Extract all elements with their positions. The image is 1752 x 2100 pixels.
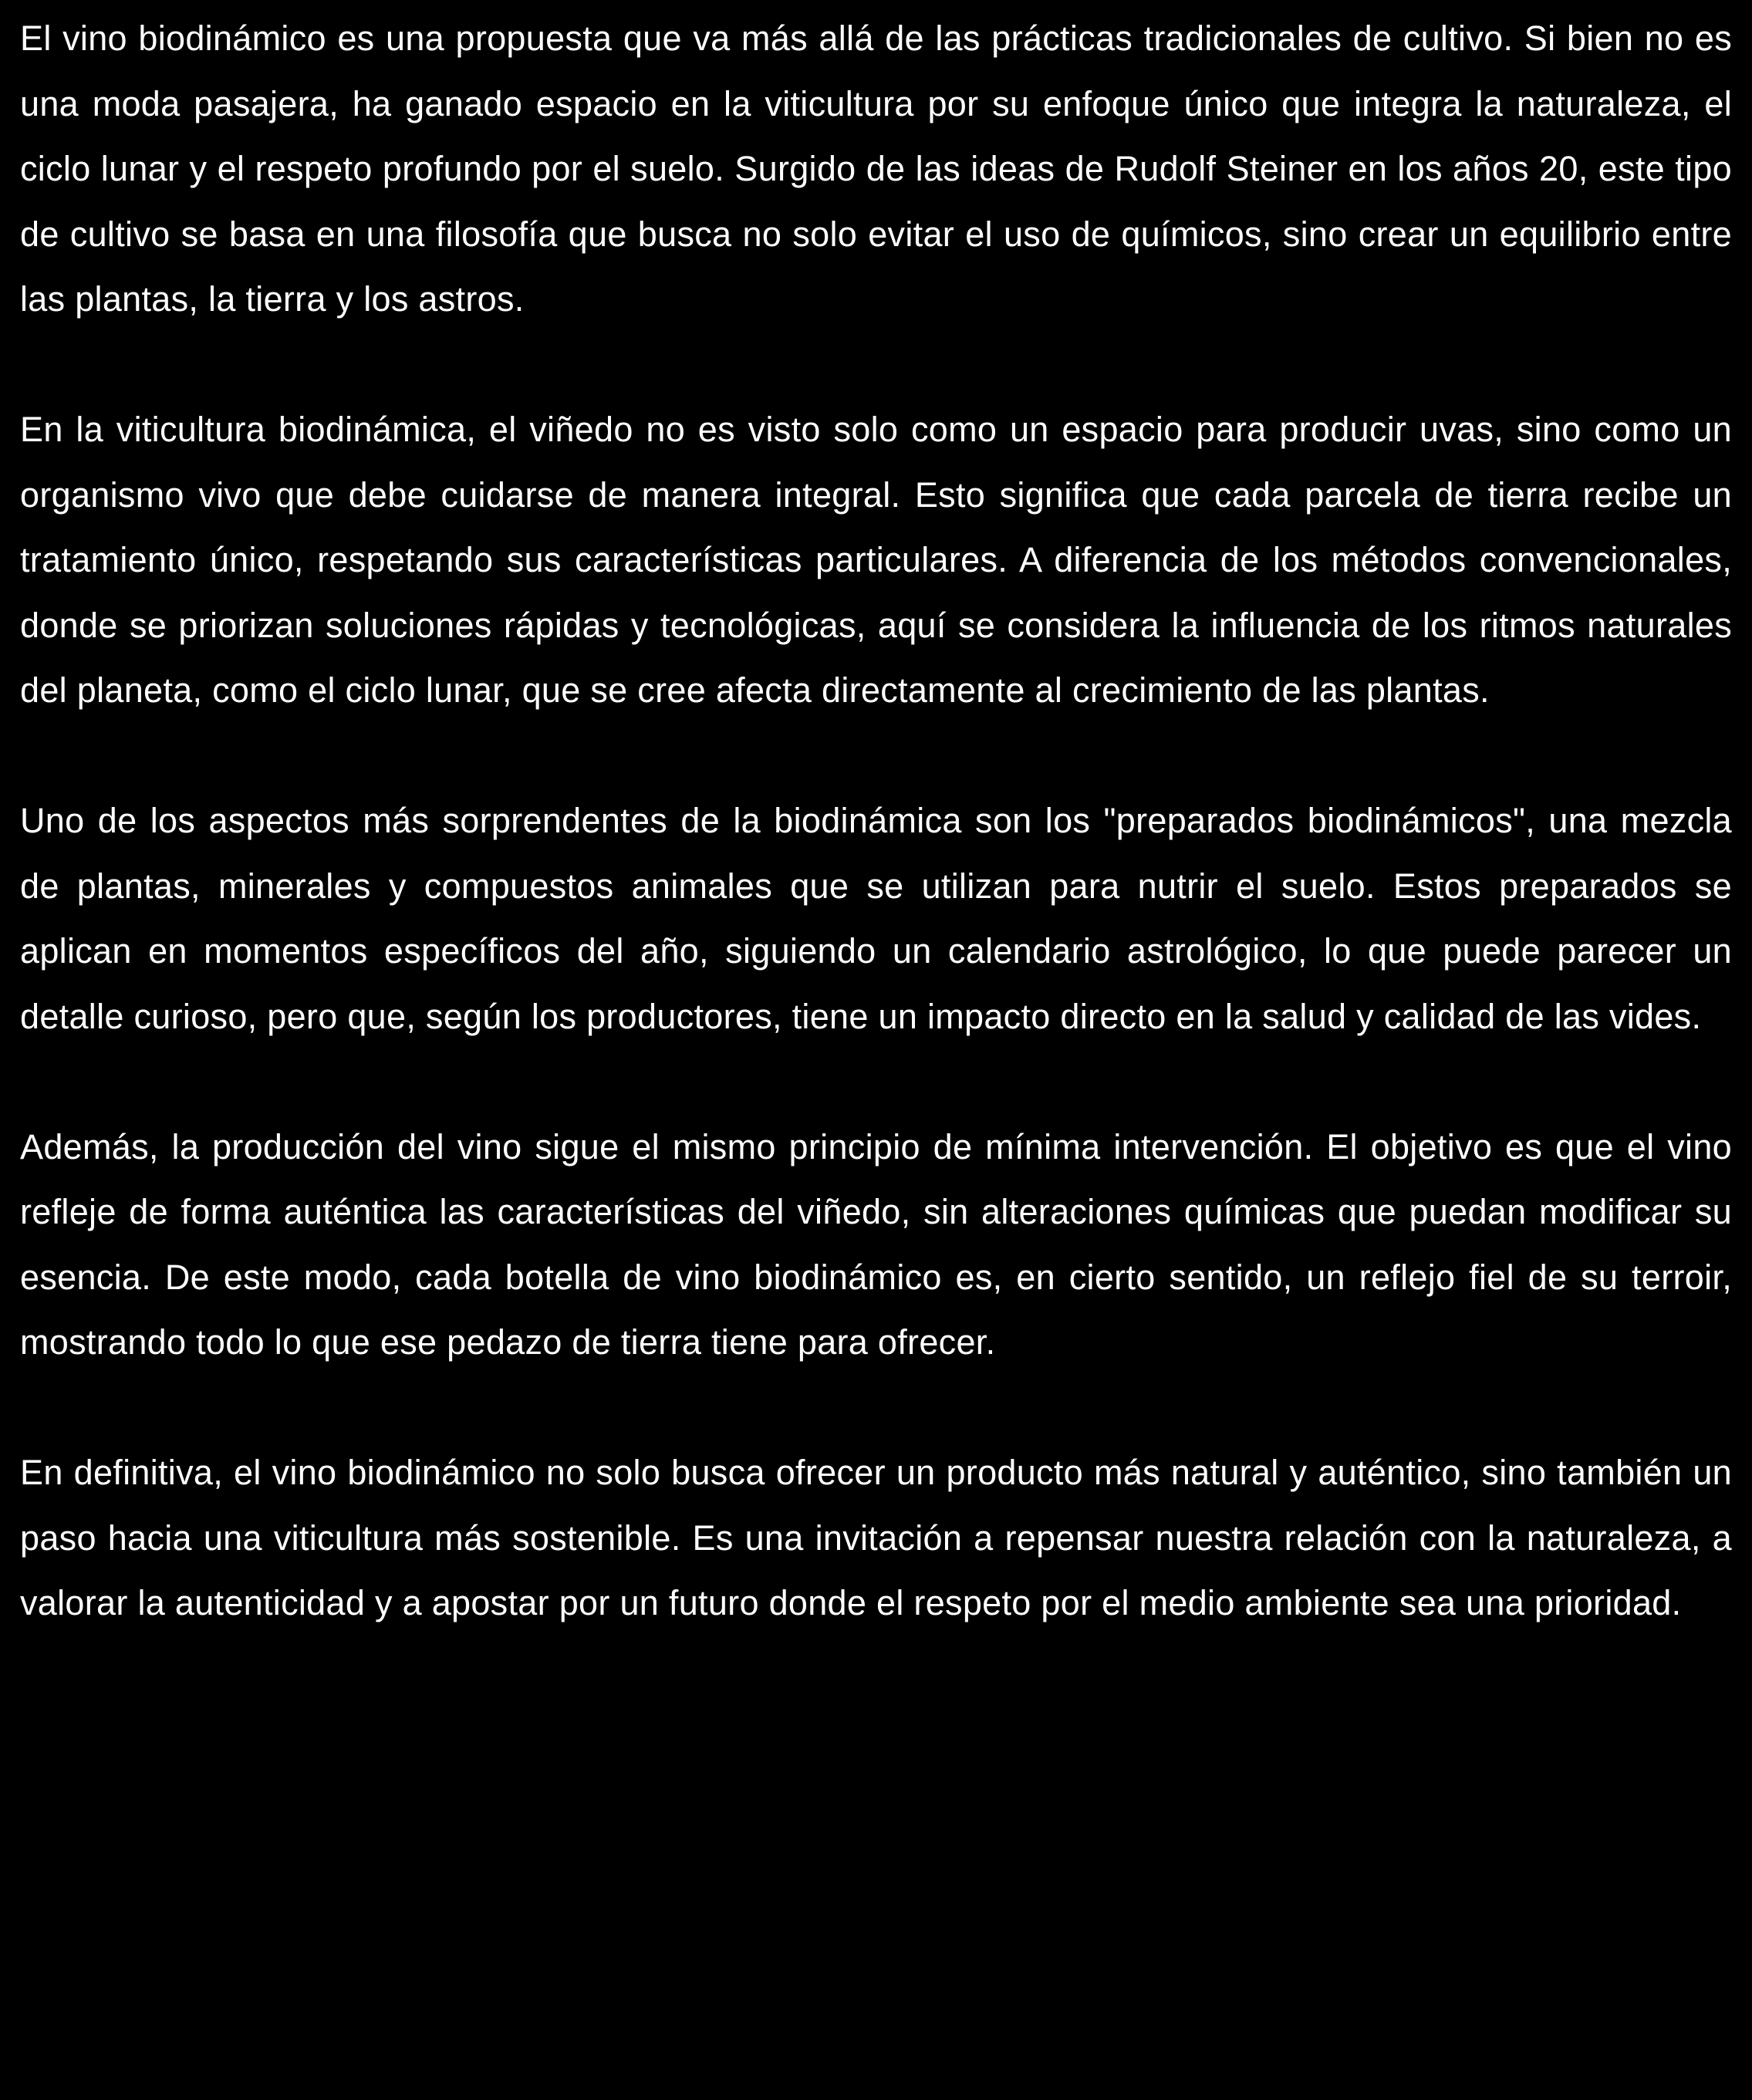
article-paragraph-3: Uno de los aspectos más sorprendentes de la biodinámica son los "preparados biodinámicos", una mezcla de plantas, minerales y compuestos animales que se utilizan para nutrir el suelo. Estos preparados se aplican en momentos específicos del año, siguiendo un calendario astrológico, lo que puede parecer un detalle curioso, pero que, según los productores, tiene un impacto directo en la salud y calidad de las vides. bbox=[20, 801, 1732, 1036]
article-paragraph-5: En definitiva, el vino biodinámico no solo busca ofrecer un producto más natural y auténtico, sino también un paso hacia una viticultura más sostenible. Es una invitación a repensar nuestra relación con la naturaleza, a valorar la autenticidad y a apostar por un futuro donde el respeto por el medio ambiente sea una prioridad. bbox=[20, 1453, 1732, 1622]
article-paragraph-4: Además, la producción del vino sigue el mismo principio de mínima intervención. El objetivo es que el vino refleje de forma auténtica las características del viñedo, sin alteraciones químicas que puedan modificar su esencia. De este modo, cada botella de vino biodinámico es, en cierto sentido, un reflejo fiel de su terroir, mostrando todo lo que ese pedazo de tierra tiene para ofrecer. bbox=[20, 1126, 1732, 1362]
article-paragraph-2: En la viticultura biodinámica, el viñedo no es visto solo como un espacio para producir uvas, sino como un organismo vivo que debe cuidarse de manera integral. Esto significa que cada parcela de tierra recibe un tratamiento único, respetando sus características particulares. A diferencia de los métodos convencionales, donde se priorizan soluciones rápidas y tecnológicas, aquí se considera la influencia de los ritmos naturales del planeta, como el ciclo lunar, que se cree afecta directamente al crecimiento de las plantas. bbox=[20, 410, 1732, 710]
article-paragraph-1: El vino biodinámico es una propuesta que va más allá de las prácticas tradicionales de cultivo. Si bien no es una moda pasajera, ha ganado espacio en la viticultura por su enfoque único que integra la naturaleza, el ciclo lunar y el respeto profundo por el suelo. Surgido de las ideas de Rudolf Steiner en los años 20, este tipo de cultivo se basa en una filosofía que busca no solo evitar el uso de químicos, sino crear un equilibrio entre las plantas, la tierra y los astros. bbox=[20, 19, 1732, 319]
article-body bbox=[20, 0, 1732, 1636]
